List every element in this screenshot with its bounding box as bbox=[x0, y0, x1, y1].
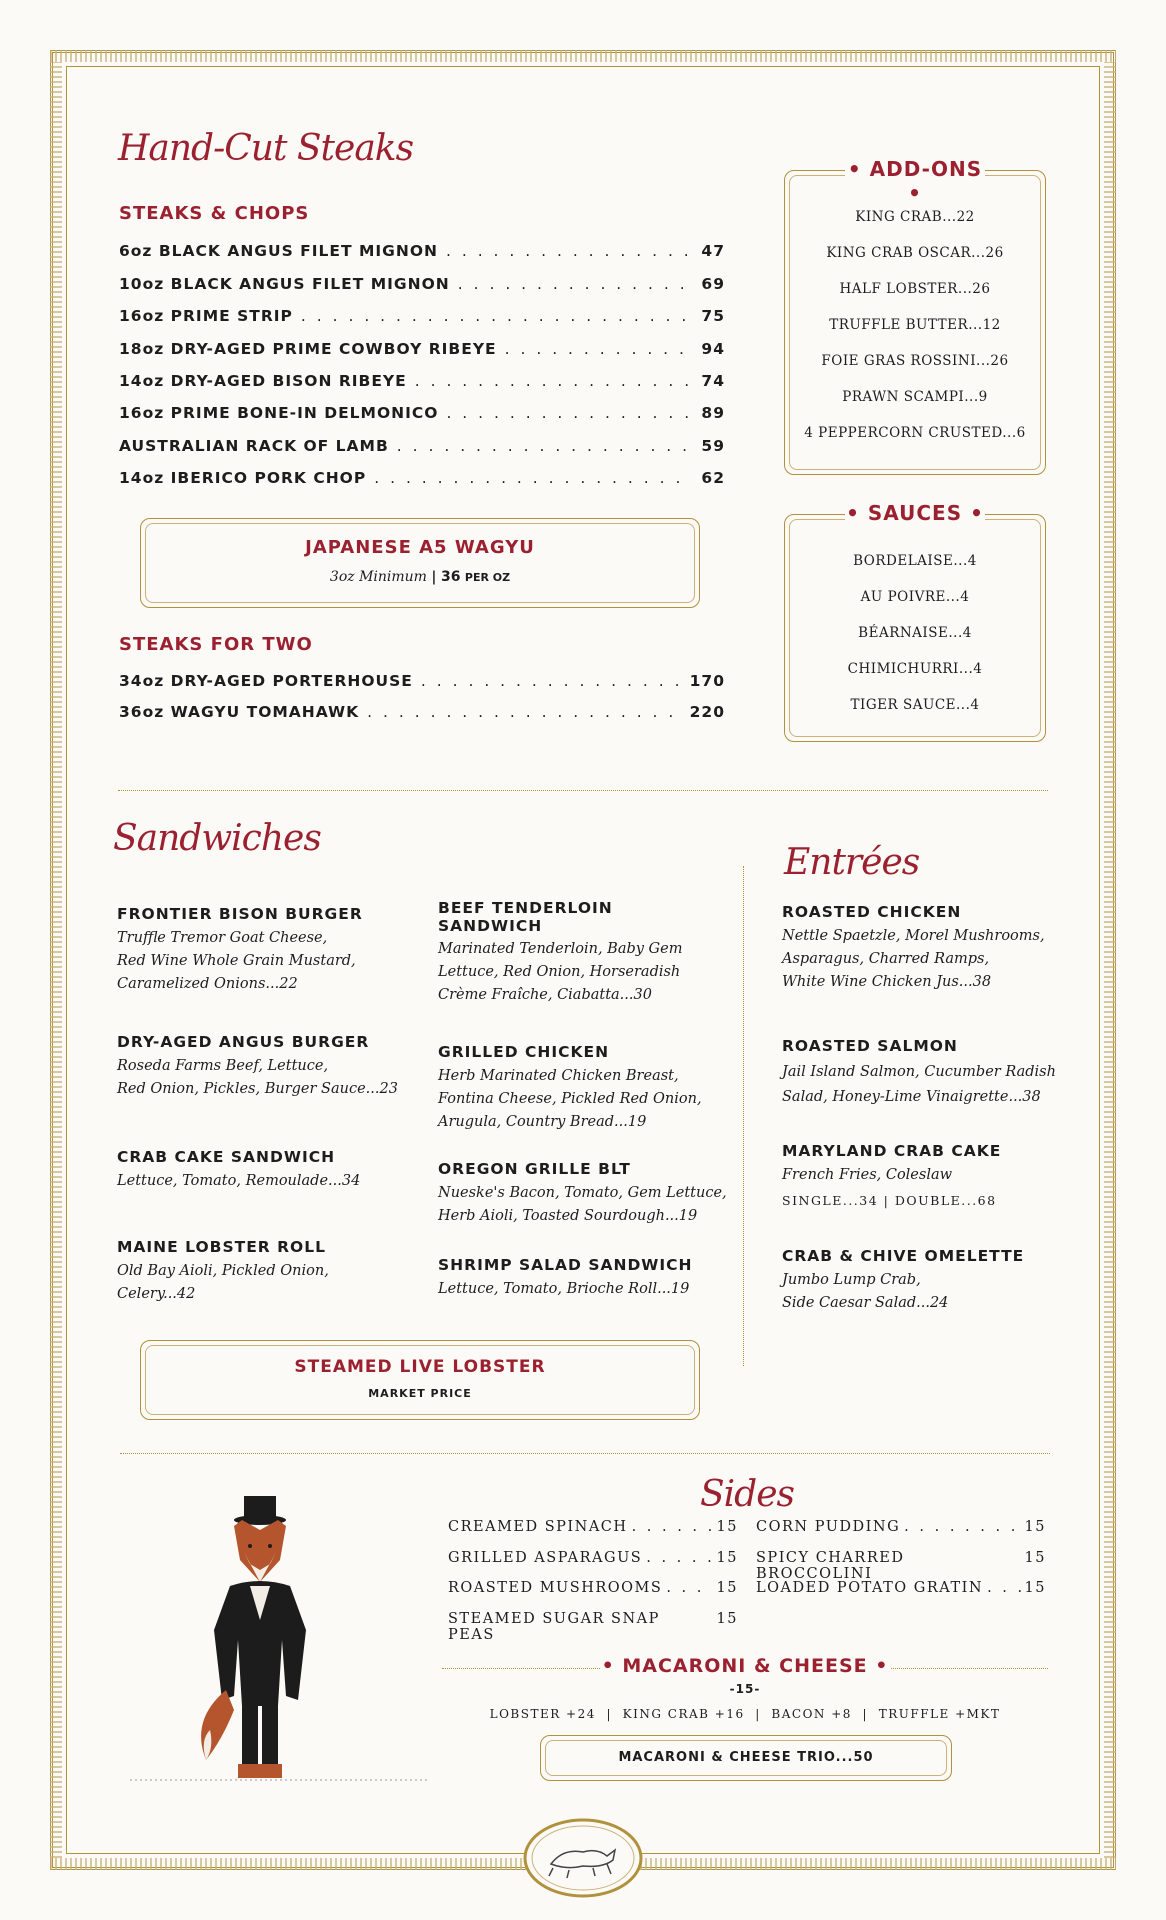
list-item: TIGER SAUCE...4 bbox=[850, 697, 980, 713]
lobster-box bbox=[140, 1340, 700, 1420]
menu-row: 14oz DRY-AGED BISON RIBEYE . . . 74 bbox=[119, 372, 725, 390]
crab-cake-pricing: SINGLE...34 | DOUBLE...68 bbox=[782, 1193, 997, 1208]
item-desc: Truffle Tremor Goat Cheese, Red Wine Whole Grain Mustard, Caramelized Onions...22 bbox=[117, 930, 356, 992]
item-desc: Nettle Spaetzle, Morel Mushrooms, Asparagus, Charred Ramps, White Wine Chicken Jus...38 bbox=[782, 928, 1045, 990]
addons-title: • ADD-ONS • bbox=[845, 157, 985, 205]
item-name: SHRIMP SALAD SANDWICH bbox=[438, 1256, 693, 1274]
menu-row: 16oz PRIME STRIP . . . 75 bbox=[119, 307, 725, 325]
addons-list bbox=[785, 209, 1045, 461]
item-desc: Roseda Farms Beef, Lettuce, Red Onion, Pickles, Burger Sauce...23 bbox=[117, 1058, 398, 1097]
menu-row: CREAMED SPINACH . . . 15 bbox=[448, 1519, 738, 1535]
mac-trio: MACARONI & CHEESE TRIO...50 bbox=[618, 1750, 874, 1765]
menu-row: CORN PUDDING . . . 15 bbox=[756, 1519, 1046, 1535]
item-name: DRY-AGED ANGUS BURGER bbox=[117, 1033, 370, 1051]
item-desc: French Fries, Coleslaw bbox=[782, 1167, 953, 1183]
mac-addons: LOBSTER +24 | KING CRAB +16 | BACON +8 | TRUFFLE +MKT bbox=[489, 1707, 1001, 1721]
list-item: AU POIVRE...4 bbox=[860, 589, 970, 605]
section-divider bbox=[118, 790, 1048, 791]
item-name: MAINE LOBSTER ROLL bbox=[117, 1238, 326, 1256]
item-name: GRILLED CHICKEN bbox=[438, 1043, 610, 1061]
item-desc: Herb Marinated Chicken Breast, Fontina Cheese, Pickled Red Onion, Arugula, Country Bread...19 bbox=[438, 1068, 702, 1130]
item-desc: Old Bay Aioli, Pickled Onion, Celery...42 bbox=[117, 1263, 329, 1302]
item-desc: Lettuce, Tomato, Brioche Roll...19 bbox=[438, 1281, 690, 1297]
item-desc: Jail Island Salmon, Cucumber Radish Salad, Honey-Lime Vinaigrette...38 bbox=[782, 1064, 1056, 1105]
item-desc: Marinated Tenderloin, Baby Gem Lettuce, Red Onion, Horseradish Crème Fraîche, Ciabatta...30 bbox=[438, 941, 683, 1003]
lobster-title: STEAMED LIVE LOBSTER bbox=[294, 1357, 546, 1377]
steaks-title: Hand-Cut Steaks bbox=[118, 128, 414, 169]
menu-row: 10oz BLACK ANGUS FILET MIGNON . . . 69 bbox=[119, 275, 725, 293]
frame-border-top bbox=[50, 50, 1116, 62]
wagyu-title: JAPANESE A5 WAGYU bbox=[305, 537, 535, 558]
sandwiches-title: Sandwiches bbox=[113, 818, 321, 859]
menu-row: 18oz DRY-AGED PRIME COWBOY RIBEYE . . . 94 bbox=[119, 340, 725, 358]
list-item: FOIE GRAS ROSSINI...26 bbox=[821, 353, 1009, 369]
list-item: CHIMICHURRI...4 bbox=[847, 661, 983, 677]
fox-gentleman-illustration bbox=[130, 1490, 430, 1820]
lobster-price: MARKET PRICE bbox=[368, 1387, 472, 1400]
menu-row: LOADED POTATO GRATIN . . . 15 bbox=[756, 1580, 1046, 1596]
frame-border-left bbox=[50, 62, 62, 1858]
entrees-title: Entrées bbox=[784, 842, 920, 883]
mac-trio-box bbox=[540, 1735, 952, 1781]
list-item: BORDELAISE...4 bbox=[853, 553, 977, 569]
menu-row: GRILLED ASPARAGUS . . . 15 bbox=[448, 1550, 738, 1566]
item-name: CRAB & CHIVE OMELETTE bbox=[782, 1247, 1025, 1265]
frame-border-right bbox=[1104, 62, 1116, 1858]
list-item: PRAWN SCAMPI...9 bbox=[842, 389, 988, 405]
mac-price: -15- bbox=[729, 1682, 761, 1696]
item-name: ROASTED CHICKEN bbox=[782, 903, 962, 921]
sides-title: Sides bbox=[700, 1474, 794, 1515]
sauces-list bbox=[785, 553, 1045, 733]
menu-row: 34oz DRY-AGED PORTERHOUSE . . . 170 bbox=[119, 672, 725, 690]
addons-box bbox=[784, 157, 1046, 475]
item-name: CRAB CAKE SANDWICH bbox=[117, 1148, 336, 1166]
list-item: HALF LOBSTER...26 bbox=[839, 281, 991, 297]
menu-row: SPICY CHARRED BROCCOLINI 15 bbox=[756, 1550, 1046, 1582]
menu-row: 36oz WAGYU TOMAHAWK . . . 220 bbox=[119, 703, 725, 721]
item-name: ROASTED SALMON bbox=[782, 1037, 958, 1055]
section-divider bbox=[120, 1453, 1050, 1454]
menu-row: AUSTRALIAN RACK OF LAMB . . . 59 bbox=[119, 437, 725, 455]
menu-row: ROASTED MUSHROOMS . . . 15 bbox=[448, 1580, 738, 1596]
menu-row: 16oz PRIME BONE-IN DELMONICO . . . 89 bbox=[119, 404, 725, 422]
item-name: BEEF TENDERLOIN SANDWICH bbox=[438, 899, 613, 935]
steaks-chops-heading: STEAKS & CHOPS bbox=[119, 203, 310, 224]
menu-row: STEAMED SUGAR SNAP PEAS 15 bbox=[448, 1611, 738, 1643]
mac-title: • MACARONI & CHEESE • bbox=[601, 1655, 889, 1677]
column-divider bbox=[743, 866, 744, 1366]
menu-row: 14oz IBERICO PORK CHOP . . . 62 bbox=[119, 469, 725, 487]
list-item: KING CRAB OSCAR...26 bbox=[826, 245, 1004, 261]
wagyu-pricing: 3oz Minimum | 36 PER OZ bbox=[329, 569, 511, 585]
list-item: TRUFFLE BUTTER...12 bbox=[829, 317, 1001, 333]
item-name: FRONTIER BISON BURGER bbox=[117, 905, 363, 923]
item-name: OREGON GRILLE BLT bbox=[438, 1160, 631, 1178]
item-desc: Lettuce, Tomato, Remoulade...34 bbox=[117, 1173, 361, 1189]
item-desc: Jumbo Lump Crab, Side Caesar Salad...24 bbox=[782, 1272, 949, 1311]
list-item: KING CRAB...22 bbox=[855, 209, 975, 225]
menu-row: 6oz BLACK ANGUS FILET MIGNON . . . 47 bbox=[119, 242, 725, 260]
sauces-box bbox=[784, 501, 1046, 742]
item-name: MARYLAND CRAB CAKE bbox=[782, 1142, 1002, 1160]
wagyu-box bbox=[140, 518, 700, 608]
item-desc: Nueske's Bacon, Tomato, Gem Lettuce, Herb Aioli, Toasted Sourdough...19 bbox=[438, 1185, 727, 1224]
fox-emblem-icon bbox=[523, 1818, 643, 1898]
list-item: BÉARNAISE...4 bbox=[858, 625, 972, 641]
sauces-title: • SAUCES • bbox=[846, 501, 984, 525]
steaks-for-two-heading: STEAKS FOR TWO bbox=[119, 634, 313, 655]
list-item: 4 PEPPERCORN CRUSTED...6 bbox=[804, 425, 1026, 441]
